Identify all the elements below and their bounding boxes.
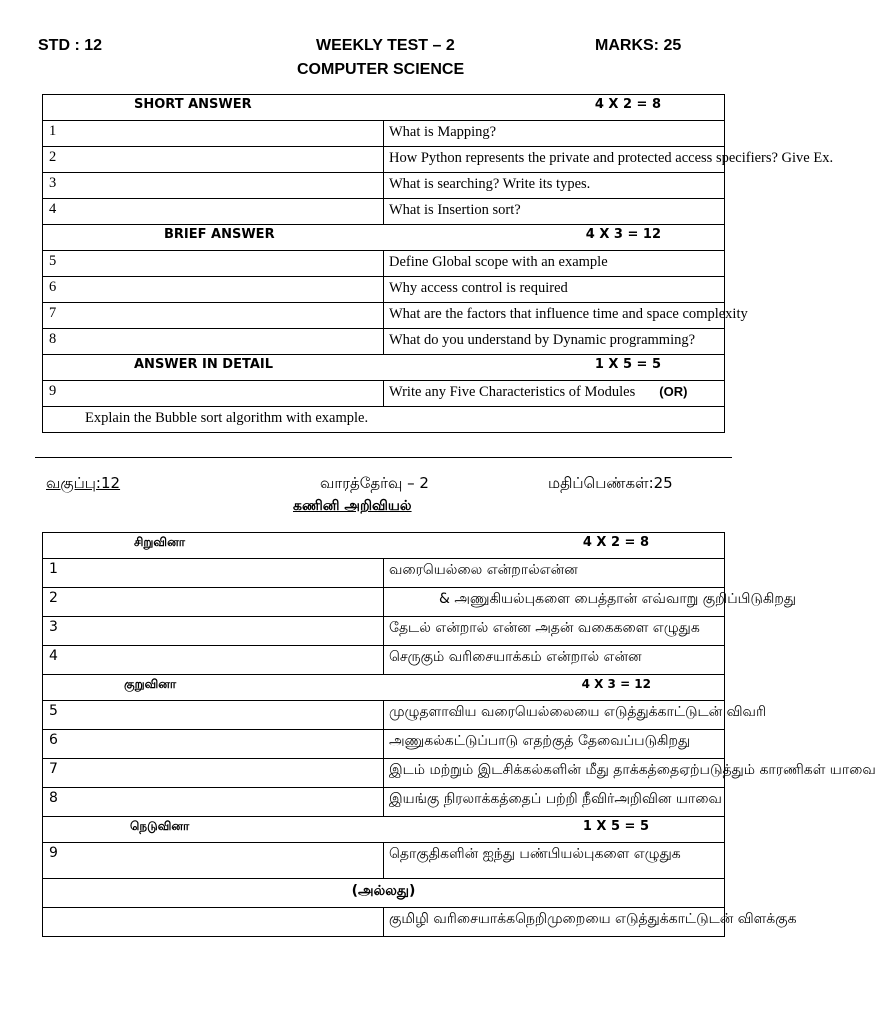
question-row: 8 இயங்கு நிரலாக்கத்தைப் பற்றி நீவிர்அறிவின யாவை xyxy=(43,788,725,817)
english-question-table xyxy=(42,94,834,433)
question-row: 5 Define Global scope with an example xyxy=(43,251,725,277)
question-row: 2 How Python represents the private and protected access specifiers? Give Ex. xyxy=(43,147,725,173)
subject-title: COMPUTER SCIENCE xyxy=(297,61,465,78)
question-row: 8 What do you understand by Dynamic programming? xyxy=(43,329,725,355)
section-title: சிறுவினா xyxy=(134,535,185,549)
subject-title-tamil: கணினி அறிவியல் xyxy=(293,498,412,514)
section-header-short xyxy=(43,533,725,559)
section-marks: 1 X 5 = 5 xyxy=(582,819,649,834)
test-title: WEEKLY TEST – 2 xyxy=(316,37,455,54)
test-title-tamil: வாரத்தேர்வு – 2 xyxy=(320,474,429,492)
section-title: ANSWER IN DETAIL xyxy=(134,357,274,372)
section-header-brief xyxy=(43,675,725,701)
question-row: 6 Why access control is required xyxy=(43,277,725,303)
question-text: Define Global scope with an example xyxy=(384,251,725,277)
question-text xyxy=(384,381,725,407)
question-text: Why access control is required xyxy=(384,277,725,303)
question-row: 5 முழுதளாவிய வரையெல்லையை எடுத்துக்காட்டுடன் விவரி xyxy=(43,701,725,730)
question-text: குமிழி வரிசையாக்கநெறிமுறையை எடுத்துக்காட்டுடன் விளக்குக xyxy=(384,908,725,937)
question-row: 1 வரையெல்லை என்றால்என்ன xyxy=(43,559,725,588)
section-marks: 1 X 5 = 5 xyxy=(594,357,661,372)
question-row: 7 What are the factors that influence time and space complexity xyxy=(43,303,725,329)
section-header-short xyxy=(43,95,725,121)
question-text: What is Mapping? xyxy=(384,121,725,147)
section-title: குறுவினா xyxy=(124,677,177,691)
question-row: 7 இடம் மற்றும் இடசிக்கல்களின் மீது தாக்கத்தைஏற்படுத்தும் காரணிகள் யாவை xyxy=(43,759,725,788)
or-row xyxy=(43,879,725,908)
question-text: தேடல் என்றால் என்ன அதன் வகைகளை எழுதுக xyxy=(384,617,725,646)
section-title: SHORT ANSWER xyxy=(134,97,252,112)
question-text: & அணுகியல்புகளை பைத்தான் எவ்வாறு குறிப்பிடுகிறது xyxy=(384,588,725,617)
std-label: STD : 12 xyxy=(38,37,103,54)
section-marks: 4 X 3 = 12 xyxy=(581,677,651,691)
tamil-question-table xyxy=(42,532,876,937)
question-row xyxy=(43,407,725,433)
marks-label-tamil: மதிப்பெண்கள்:25 xyxy=(548,474,673,492)
question-text: இடம் மற்றும் இடசிக்கல்களின் மீது தாக்கத்தைஏற்படுத்தும் காரணிகள் யாவை xyxy=(384,759,725,788)
question-text: What are the factors that influence time and space complexity xyxy=(384,303,725,329)
page-divider xyxy=(35,457,732,458)
question-text: Explain the Bubble sort algorithm with example. xyxy=(43,407,725,433)
section-header-detail xyxy=(43,355,725,381)
question-row: 4 செருகும் வரிசையாக்கம் என்றால் என்ன xyxy=(43,646,725,675)
question-text: How Python represents the private and protected access specifiers? Give Ex. xyxy=(384,147,725,173)
section-marks: 4 X 2 = 8 xyxy=(582,535,649,550)
section-header-detail xyxy=(43,817,725,843)
question-text: தொகுதிகளின் ஐந்து பண்பியல்புகளை எழுதுக xyxy=(384,843,725,879)
section-header-brief xyxy=(43,225,725,251)
question-text: இயங்கு நிரலாக்கத்தைப் பற்றி நீவிர்அறிவின யாவை xyxy=(384,788,725,817)
question-text: What is searching? Write its types. xyxy=(384,173,725,199)
question-text: முழுதளாவிய வரையெல்லையை எடுத்துக்காட்டுடன் விவரி xyxy=(384,701,725,730)
question-row: 9 Write any Five Characteristics of Modules (OR) xyxy=(43,381,725,407)
question-row: 3 தேடல் என்றால் என்ன அதன் வகைகளை எழுதுக xyxy=(43,617,725,646)
question-row: 1 What is Mapping? xyxy=(43,121,725,147)
question-row: 4 What is Insertion sort? xyxy=(43,199,725,225)
or-label: (OR) xyxy=(659,384,688,399)
question-text: What do you understand by Dynamic programming? xyxy=(384,329,725,355)
question-row: 9 தொகுதிகளின் ஐந்து பண்பியல்புகளை எழுதுக xyxy=(43,843,725,879)
question-text: வரையெல்லை என்றால்என்ன xyxy=(384,559,725,588)
std-label-tamil: வகுப்பு:12 xyxy=(46,474,121,492)
section-title: BRIEF ANSWER xyxy=(164,227,275,242)
section-marks: 4 X 3 = 12 xyxy=(585,227,661,242)
question-row xyxy=(43,908,725,937)
question-text: அணுகல்கட்டுப்பாடு எதற்குத் தேவைப்படுகிறது xyxy=(384,730,725,759)
question-9-text: Write any Five Characteristics of Modules xyxy=(389,384,636,400)
marks-label: MARKS: 25 xyxy=(595,37,682,54)
question-row: 6 அணுகல்கட்டுப்பாடு எதற்குத் தேவைப்படுகிறது xyxy=(43,730,725,759)
section-marks: 4 X 2 = 8 xyxy=(594,97,661,112)
question-row: 3 What is searching? Write its types. xyxy=(43,173,725,199)
question-text: What is Insertion sort? xyxy=(384,199,725,225)
question-text: செருகும் வரிசையாக்கம் என்றால் என்ன xyxy=(384,646,725,675)
question-row: 2 & அணுகியல்புகளை பைத்தான் எவ்வாறு குறிப்பிடுகிறது xyxy=(43,588,725,617)
section-title: நெடுவினா xyxy=(130,819,190,833)
or-label: (அல்லது) xyxy=(43,879,725,908)
